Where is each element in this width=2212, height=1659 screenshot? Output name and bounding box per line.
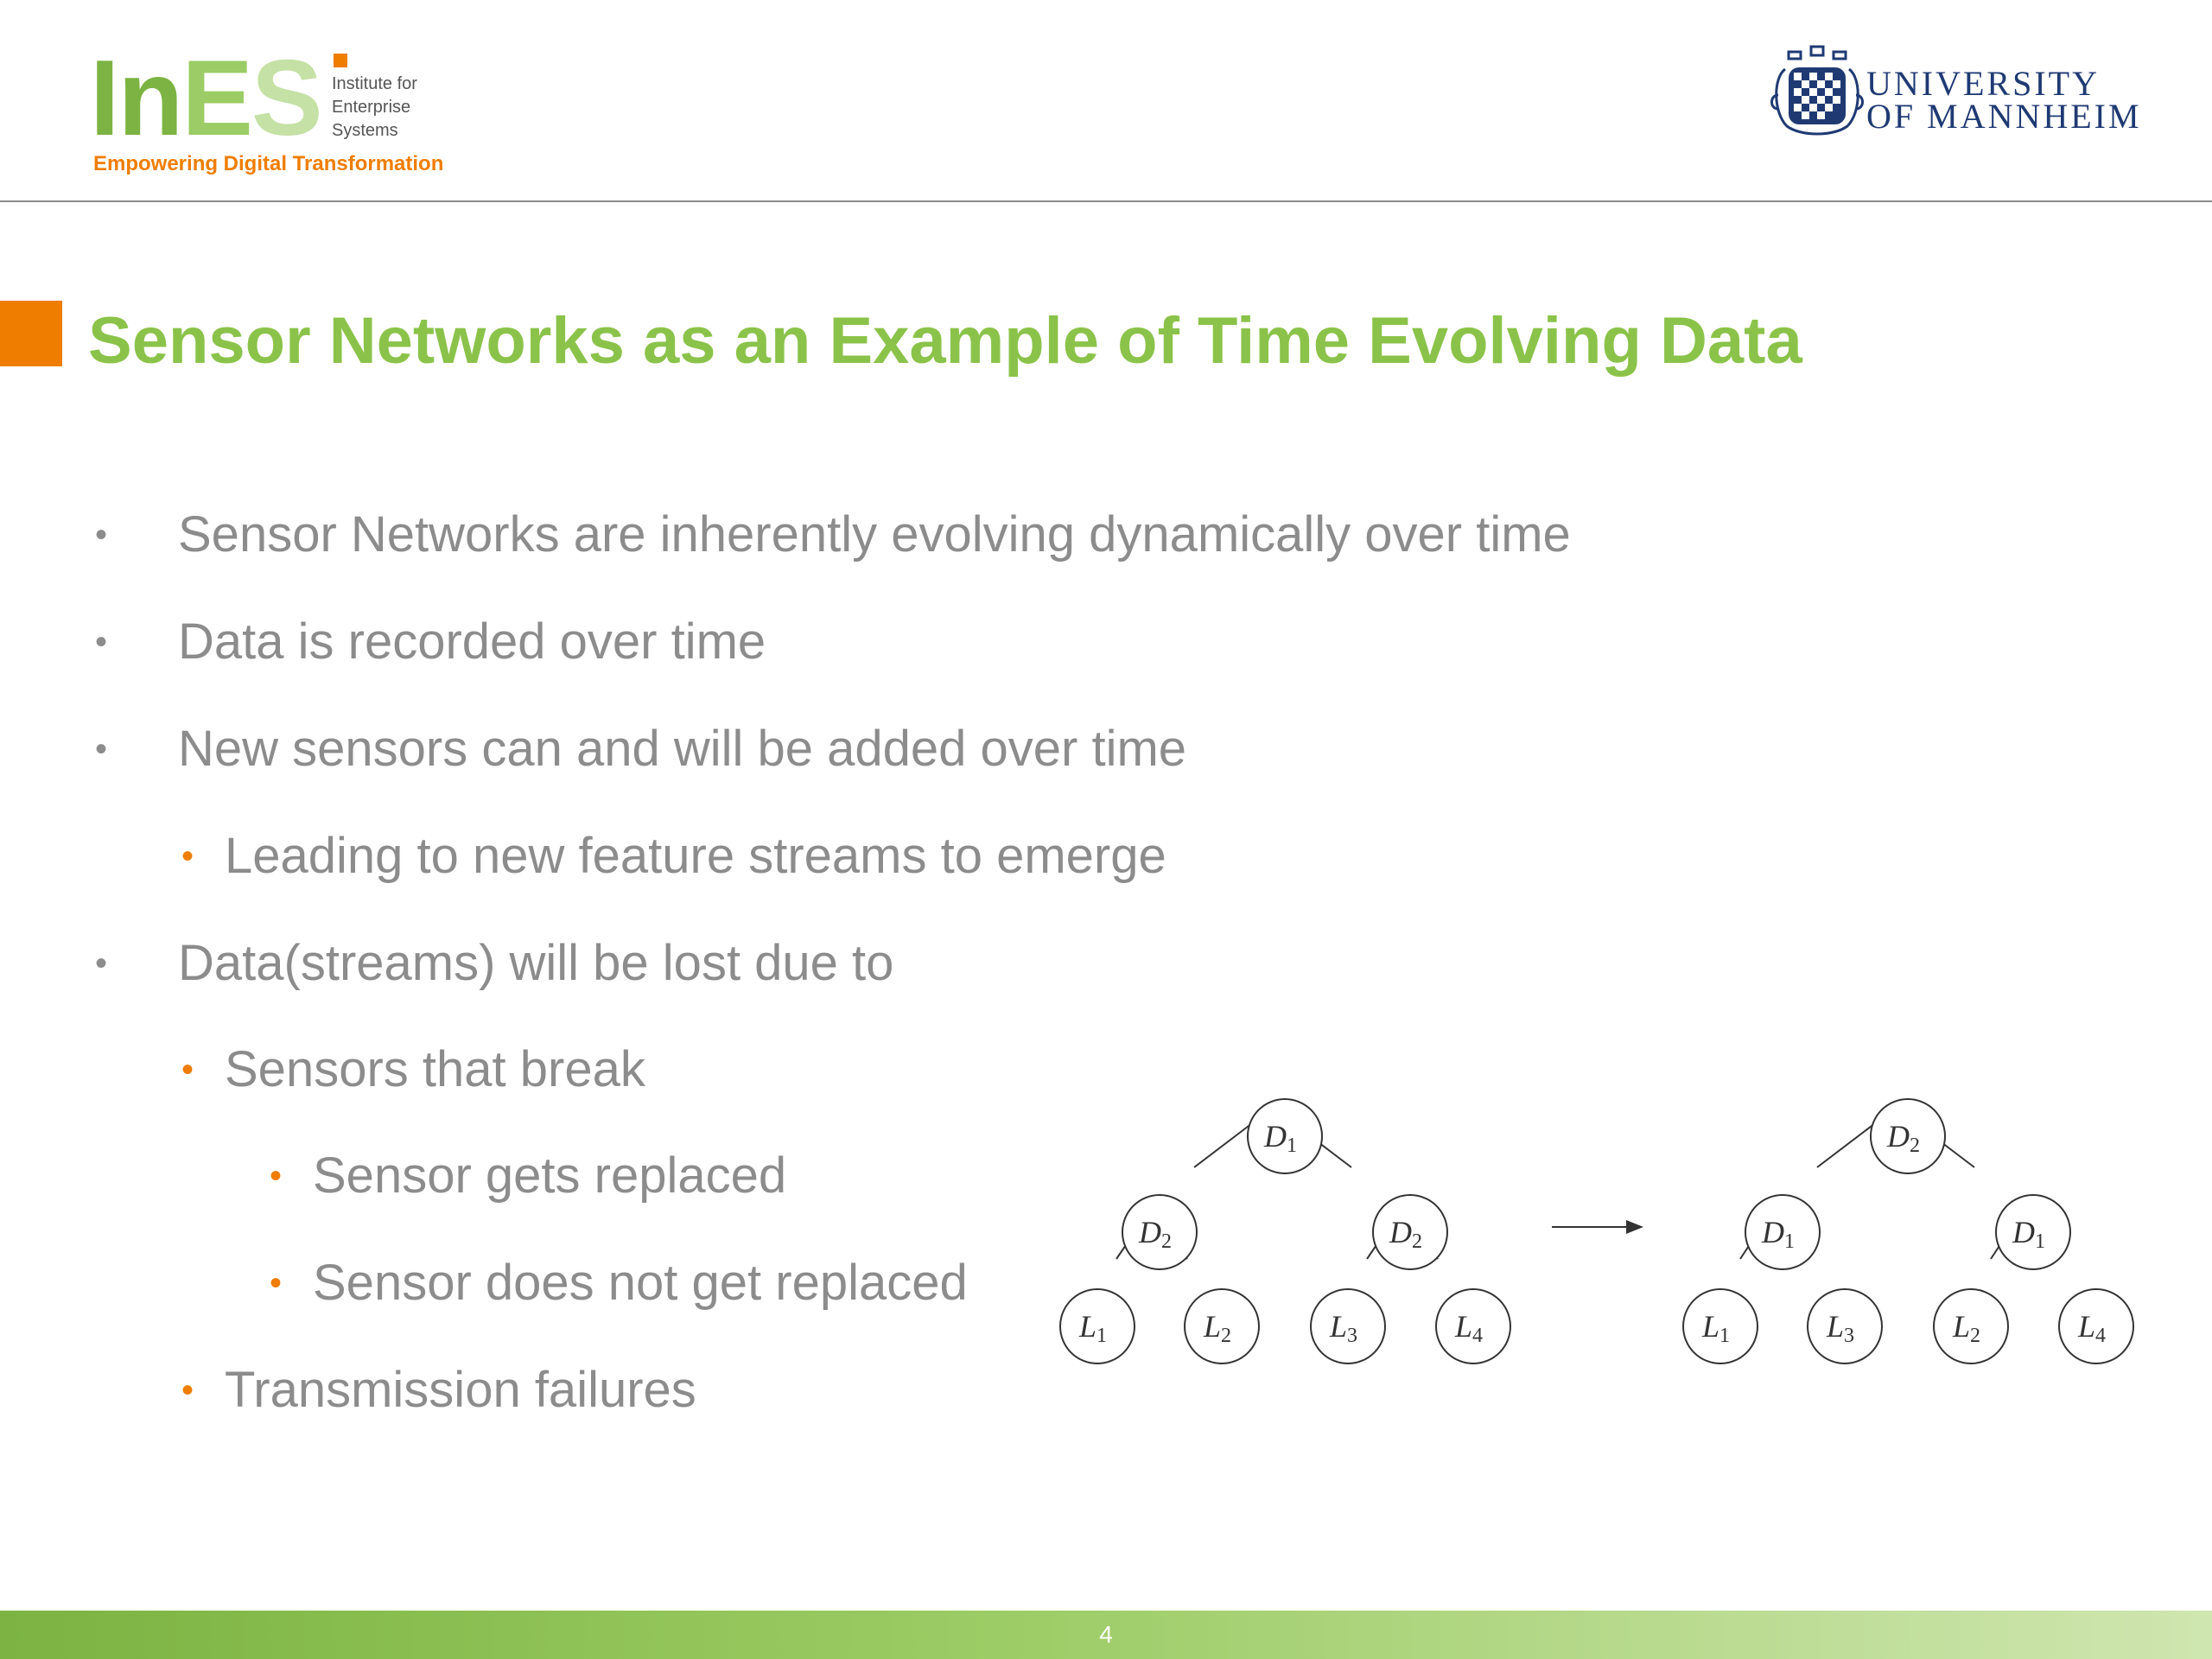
node-label: L4 [2077, 1309, 2107, 1347]
node-label: L1 [1078, 1309, 1108, 1347]
node-label: D1 [1762, 1215, 1795, 1253]
ines-subtitle-line: Enterprise [332, 98, 411, 117]
bullet-item: New sensors can and will be added over time [178, 721, 1187, 777]
ines-tagline: Empowering Digital Transformation [93, 152, 444, 175]
ines-subtitle [332, 73, 417, 143]
university-crest-icon [1770, 43, 1865, 147]
slide-title: Sensor Networks as an Example of Time Evolving Data [88, 304, 1802, 378]
bullet-item: Sensors that break [225, 1041, 645, 1097]
node-label: L4 [1454, 1309, 1484, 1347]
university-name-line1: UNIVERSITY [1866, 64, 2100, 103]
slide-header [0, 0, 2212, 201]
bullet-item: Sensor Networks are inherently evolving dynamically over time [178, 506, 1571, 563]
university-logo [1770, 43, 2176, 147]
ines-subtitle-line: Institute for [332, 74, 417, 93]
bullet-item: Leading to new feature streams to emerge [225, 828, 1166, 884]
bullet-marker: • [95, 623, 108, 661]
ines-letter-s: S [251, 39, 321, 158]
bullet-marker: • [181, 1371, 194, 1409]
node-label: L2 [1952, 1309, 1981, 1347]
ines-subtitle-line: Systems [332, 121, 398, 140]
bullet-item: Data is recorded over time [178, 613, 766, 670]
university-name-line2: OF MANNHEIM [1866, 97, 2142, 136]
bullet-item: Data(streams) will be lost due to [178, 935, 894, 991]
node-label: L2 [1203, 1309, 1232, 1347]
ines-logo [90, 39, 444, 183]
ines-logo-square-icon [334, 54, 347, 67]
ines-wordmark [90, 39, 321, 158]
title-marker-icon [0, 301, 62, 366]
node-label: D2 [1389, 1215, 1422, 1253]
university-name [1866, 64, 2142, 136]
bullet-marker: • [270, 1157, 283, 1195]
ines-letter-n: n [118, 39, 182, 158]
bullet-marker: • [95, 730, 108, 768]
bullet-item: Sensor gets replaced [313, 1147, 787, 1204]
bullet-marker: • [270, 1264, 283, 1302]
ines-letter-i: I [90, 39, 118, 158]
ines-letter-e: E [181, 39, 251, 158]
header-divider [0, 200, 2212, 202]
bullet-marker: • [181, 837, 194, 875]
tree-restructure-diagram [1054, 1089, 2143, 1382]
node-label: D2 [1139, 1215, 1172, 1253]
node-label: D2 [1887, 1119, 1920, 1157]
bullet-item: Sensor does not get replaced [313, 1255, 968, 1311]
node-label: L3 [1826, 1309, 1855, 1347]
node-label: D1 [1264, 1119, 1297, 1157]
bullet-marker: • [181, 1051, 194, 1089]
node-label: D1 [2012, 1215, 2045, 1253]
node-label: L3 [1329, 1309, 1358, 1347]
node-label: L1 [1701, 1309, 1731, 1347]
bullet-marker: • [95, 516, 108, 554]
bullet-marker: • [95, 944, 108, 982]
page-number: 4 [1099, 1621, 1113, 1648]
bullet-item: Transmission failures [225, 1362, 696, 1418]
